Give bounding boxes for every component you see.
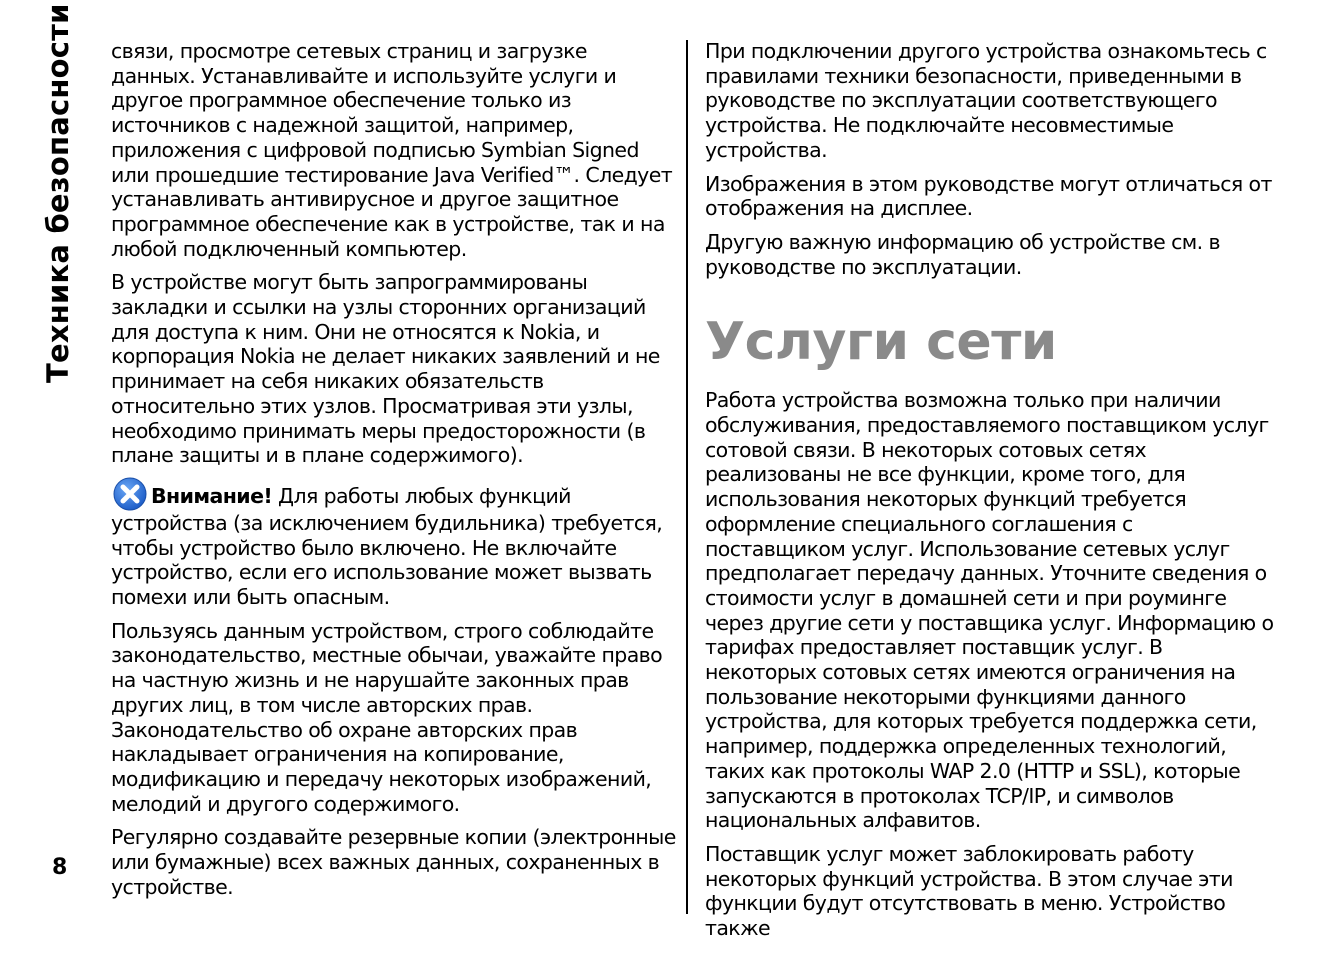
warning-x-icon <box>111 477 149 511</box>
page-number: 8 <box>52 855 68 880</box>
paragraph: Изображения в этом руководстве могут отличаться от отображения на дисплее. <box>705 171 1272 221</box>
left-column <box>111 39 676 909</box>
column-divider <box>686 40 688 914</box>
warning-note <box>111 477 676 610</box>
paragraph: Работа устройства возможна только при наличии обслуживания, предоставляемого поставщиком услуг сотовой связи. В некоторых сотовых сетях реализованы не все функции, кроме того, для использования некоторых функций требуется оформление специального соглашения с поставщиком услуг. Использование сетевых услуг предполагает передачу данных. Уточните сведения о стоимости услуг в домашней сети и при роуминге через другие сети у поставщика услуг. Информацию о тарифах предоставляет поставщик услуг. В некоторых сотовых сетях имеются ограничения на пользование некоторыми функциями данного устройства, для которых требуется поддержка сети, например, поддержка определенных технологий, таких как протоколы WAP 2.0 (HTTP и SSL), которые запускаются в протоколах TCP/IP, и символов национальных алфавитов. <box>705 388 1274 833</box>
paragraph: Другую важную информацию об устройстве см. в руководстве по эксплуатации. <box>705 229 1220 279</box>
right-column <box>705 39 1275 950</box>
section-side-title <box>38 3 78 383</box>
paragraph: Пользуясь данным устройством, строго соблюдайте законодательство, местные обычаи, уважайте право на частную жизнь и не нарушайте законных прав других лиц, в том числе авторских прав. Законодательство об охране авторских прав накладывает ограничения на копирование, модификацию и передачу некоторых изображений, мелодий и другого содержимого. <box>111 618 663 816</box>
section-heading: Услуги сети <box>705 312 1057 373</box>
paragraph: Регулярно создавайте резервные копии (электронные или бумажные) всех важных данных, сохраненных в устройстве. <box>111 825 676 899</box>
paragraph: В устройстве могут быть запрограммированы закладки и ссылки на узлы сторонних организаций для доступа к ним. Они не относятся к Nokia, и корпорация Nokia не делает никаких заявлений и не принимает на себя никаких обязательств относительно этих узлов. Просматривая эти узлы, необходимо принимать меры предосторожности (в плане защиты и в плане содержимого). <box>111 270 660 468</box>
warning-text: Для работы любых функций устройства (за исключением будильника) требуется, чтобы устройство было включено. Не включайте устройство, если его использование может вызвать помехи или быть опасным. <box>111 483 663 610</box>
paragraph: При подключении другого устройства ознакомьтесь с правилами техники безопасности, приведенными в руководстве по эксплуатации соответствующего устройства. Не подключайте несовместимые устройства. <box>705 39 1267 162</box>
warning-label: Внимание! <box>151 483 273 508</box>
side-title-text: Техника безопасности <box>41 3 75 383</box>
paragraph: Поставщик услуг может заблокировать работу некоторых функций устройства. В этом случае эти функции будут отсутствовать в меню. Устройство также <box>705 841 1233 941</box>
paragraph: связи, просмотре сетевых страниц и загрузке данных. Устанавливайте и используйте услуги и другое программное обеспечение только из источников с надежной защитой, например, приложения с цифровой подписью Symbian Signed или прошедшие тестирование Java Verified™. Следует устанавливать антивирусное и другое защитное программное обеспечение как в устройстве, так и на любой подключенный компьютер. <box>111 39 673 261</box>
